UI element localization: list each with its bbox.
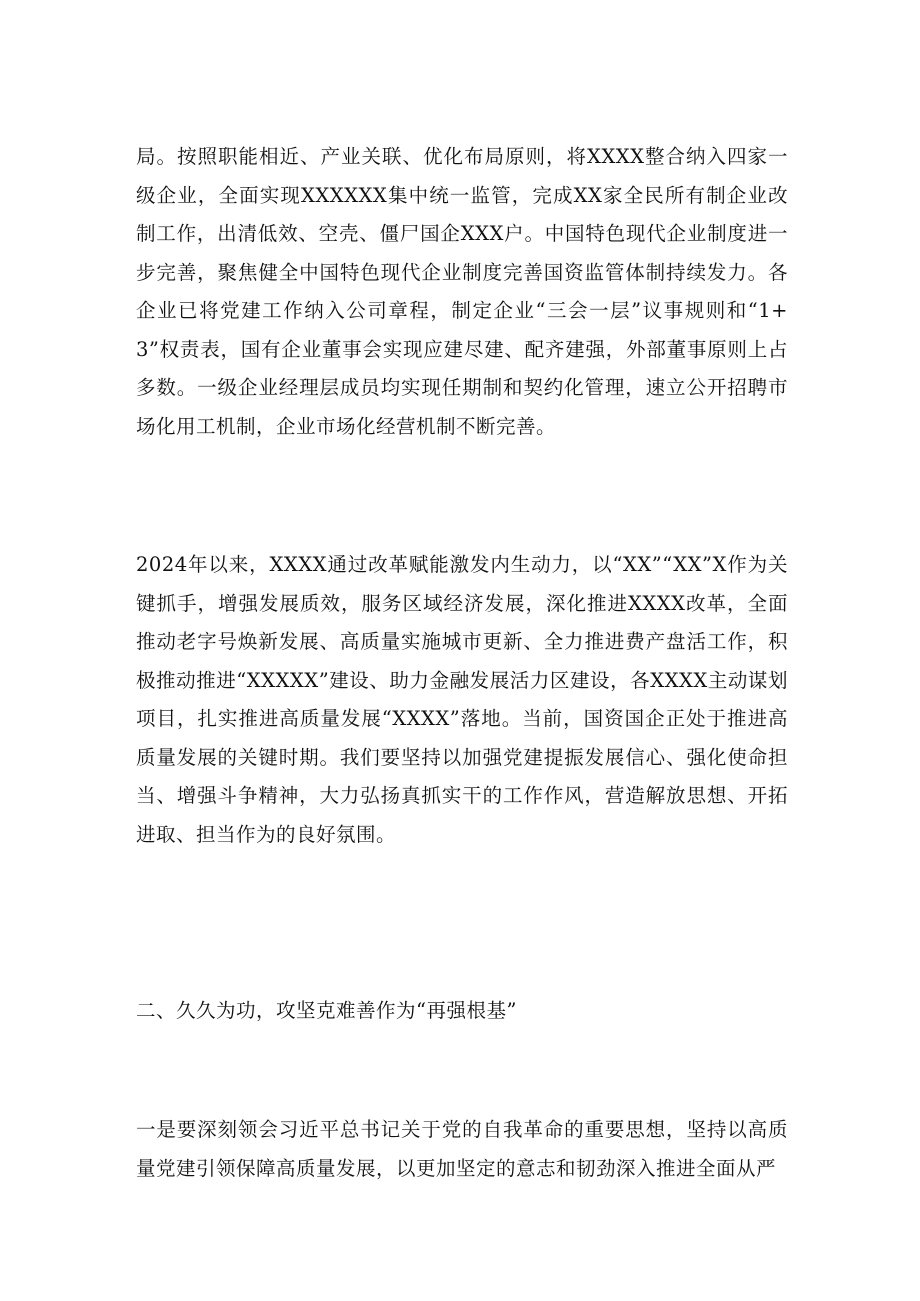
- paragraph-2024-progress: 2024年以来，XXXX通过改革赋能激发内生动力，以“XX”“XX”X作为关键抓手，增强发展质效，服务区域经济发展，深化推进XXXX改革，全面推动老字号焕新发展、高质量实施城市更新、全力推进费产盘活工作，积极推动推进“XXXXX”建设、助力金融发展活力区建设，各XXXX主动谋划项目，扎实推进高质量发展“XXXX”落地。当前，国资国企正处于推进高质量发展的关键时期。我们要坚持以加强党建提振发展信心、强化使命担当、增强斗争精神，大力弘扬真抓实干的工作作风，营造解放思想、开拓进取、担当作为的良好氛围。: [136, 553, 788, 846]
- paragraph-enterprise-reform: 局。按照职能相近、产业关联、优化布局原则，将XXXX整合纳入四家一级企业，全面实现XXXXXX集中统一监管，完成XX家全民所有制企业改制工作，出清低效、空壳、僵尸国企XXX户。中国特色现代企业制度进一步完善，聚焦健全中国特色现代企业制度完善国资监管体制持续发力。各企业已将党建工作纳入公司章程，制定企业“三会一层”议事规则和“1+3”权责表，国有企业董事会实现应建尽建、配齐建强，外部董事原则上占多数。一级企业经理层成员均实现任期制和契约化管理，速立公开招聘市场化用工机制，企业市场化经营机制不断完善。: [136, 145, 788, 438]
- paragraph-point-one: 一是要深刻领会习近平总书记关于党的自我革命的重要思想，坚持以高质量党建引领保障高质量发展，以更加坚定的意志和韧劲深入推进全面从严: [136, 1118, 788, 1180]
- section-heading-2: 二、久久为功，攻坚克难善作为“再强根基”: [136, 999, 517, 1022]
